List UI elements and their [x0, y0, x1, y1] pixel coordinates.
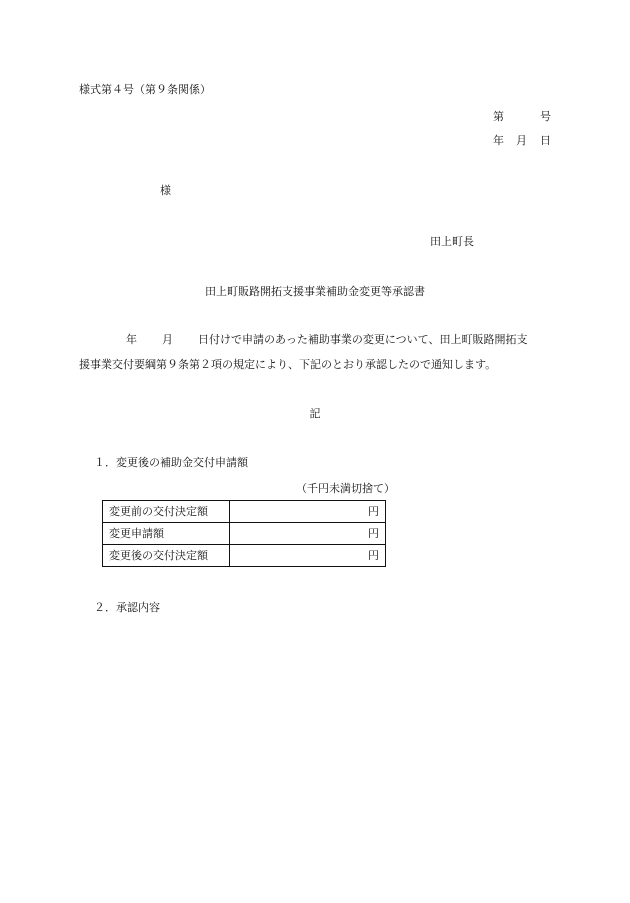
doc-number-suffix: 号: [540, 110, 551, 123]
row-label: 変更後の交付決定額: [103, 545, 230, 567]
row-value: 円: [230, 523, 386, 545]
table-row: [103, 501, 386, 523]
date-year: 年: [493, 134, 504, 147]
doc-number-prefix: 第: [493, 110, 504, 123]
row-value: 円: [230, 545, 386, 567]
unit-note: （千円未満切捨て）: [296, 482, 395, 495]
addressee: 様: [160, 184, 171, 197]
row-label: 変更前の交付決定額: [103, 501, 230, 523]
ki-heading: 記: [309, 407, 321, 420]
document-title: 田上町販路開拓支援事業補助金変更等承認書: [205, 285, 425, 298]
row-value: 円: [230, 501, 386, 523]
table-row: [103, 523, 386, 545]
date-day: 日: [540, 134, 551, 147]
date-month: 月: [516, 134, 527, 147]
body-line-2: 援事業交付要綱第９条第２項の規定により、下記のとおり承認したので通知します。: [79, 358, 497, 371]
issuer: 田上町長: [430, 235, 474, 248]
body-year: 年: [126, 333, 137, 346]
section1-heading: １．変更後の補助金交付申請額: [94, 456, 248, 469]
body-month: 月: [162, 333, 173, 346]
table-row: [103, 545, 386, 567]
row-label: 変更申請額: [103, 523, 230, 545]
amount-table: [102, 500, 386, 567]
body-line1-rest: 日付けで申請のあった補助事業の変更について、田上町販路開拓支: [198, 333, 528, 346]
form-number: 様式第４号（第９条関係）: [79, 83, 211, 96]
section2-heading: ２．承認内容: [94, 601, 160, 614]
